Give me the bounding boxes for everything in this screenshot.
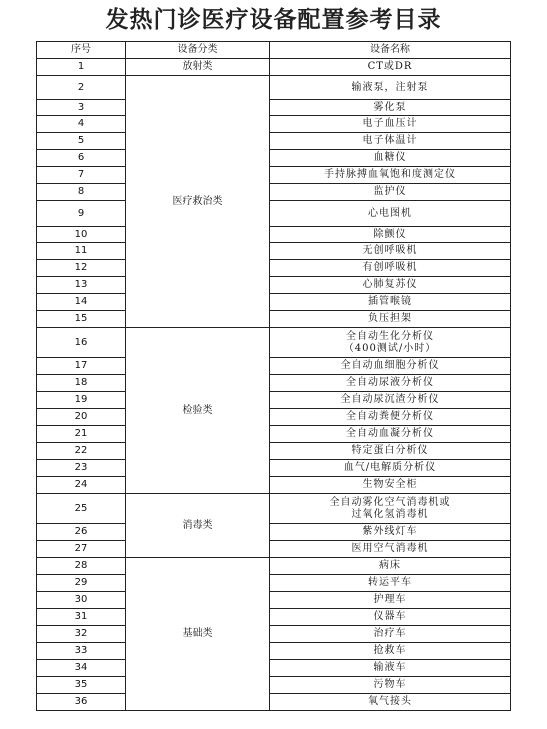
equipment-table [36, 41, 511, 711]
device-name-cell [270, 694, 511, 711]
row-number: 25 [37, 494, 126, 524]
device-name: 插管喉镜 [368, 296, 412, 307]
table-row [37, 227, 511, 243]
device-name-cell [270, 260, 511, 277]
device-name: 全自动血细胞分析仪 [340, 360, 440, 371]
header-device-name: 设备名称 [270, 42, 511, 59]
row-number: 20 [37, 409, 126, 426]
table-row [37, 575, 511, 592]
category-cell: 医疗救治类 [126, 76, 270, 328]
page-title: 发热门诊医疗设备配置参考目录 [105, 7, 442, 33]
table-row [37, 443, 511, 460]
device-name-cell [270, 311, 511, 328]
device-name-cell [270, 392, 511, 409]
row-number: 9 [37, 201, 126, 227]
device-name: 特定蛋白分析仪 [351, 445, 429, 456]
table-row [37, 392, 511, 409]
device-name: 输液车 [373, 662, 407, 673]
table-row [37, 460, 511, 477]
table-row [37, 277, 511, 294]
table-row [37, 426, 511, 443]
device-name-cell [270, 328, 511, 358]
table-row [37, 260, 511, 277]
device-name-cell [270, 100, 511, 116]
device-name-cell [270, 116, 511, 133]
device-name: 电子血压计 [362, 118, 418, 129]
device-name-cell [270, 592, 511, 609]
table-row [37, 375, 511, 392]
device-name-cell [270, 643, 511, 660]
device-name: 负压担架 [368, 313, 412, 324]
device-name: 心电图机 [368, 207, 412, 219]
device-name-cell [270, 426, 511, 443]
device-name: 心肺复苏仪 [362, 279, 418, 290]
row-number: 4 [37, 116, 126, 133]
row-number: 1 [37, 59, 126, 76]
row-number: 21 [37, 426, 126, 443]
row-number: 2 [37, 76, 126, 100]
row-number: 23 [37, 460, 126, 477]
row-number: 13 [37, 277, 126, 294]
row-number: 33 [37, 643, 126, 660]
row-number: 28 [37, 558, 126, 575]
device-name: 全自动生化分析仪 [346, 330, 434, 342]
device-name: 血糖仪 [373, 152, 407, 163]
device-name: 抢救车 [373, 645, 407, 656]
device-name: 全自动雾化空气消毒机或 [329, 496, 451, 508]
row-number: 6 [37, 150, 126, 167]
device-name: 仪器车 [373, 611, 407, 622]
device-name: 全自动血凝分析仪 [346, 428, 434, 439]
device-name-cell [270, 677, 511, 694]
category-cell: 检验类 [126, 328, 270, 494]
device-name-cell [270, 541, 511, 558]
row-number: 5 [37, 133, 126, 150]
category-cell: 消毒类 [126, 494, 270, 558]
device-name: 转运平车 [368, 577, 412, 588]
table-row [37, 100, 511, 116]
row-number: 22 [37, 443, 126, 460]
device-name-cell [270, 575, 511, 592]
device-name: 监护仪 [373, 186, 407, 197]
row-number: 10 [37, 227, 126, 243]
table-row [37, 59, 511, 76]
table-row [37, 643, 511, 660]
table-row [37, 541, 511, 558]
device-name: 紫外线灯车 [362, 526, 418, 537]
row-number: 34 [37, 660, 126, 677]
device-name: 无创呼吸机 [362, 245, 418, 256]
row-number: 12 [37, 260, 126, 277]
device-name-cell [270, 443, 511, 460]
table-row [37, 558, 511, 575]
device-name: 全自动尿沉渣分析仪 [340, 394, 440, 405]
row-number: 27 [37, 541, 126, 558]
row-number: 11 [37, 243, 126, 260]
row-number: 31 [37, 609, 126, 626]
device-name-cell [270, 201, 511, 227]
table-header-row [37, 42, 511, 59]
table-row [37, 243, 511, 260]
header-category: 设备分类 [126, 42, 270, 59]
row-number: 19 [37, 392, 126, 409]
device-name-cell [270, 167, 511, 184]
device-name: 电子体温计 [362, 135, 418, 146]
header-number: 序号 [37, 42, 126, 59]
table-row [37, 592, 511, 609]
device-name-cell [270, 76, 511, 100]
table-body [37, 59, 511, 711]
device-name: 全自动尿液分析仪 [346, 377, 434, 388]
table-row [37, 358, 511, 375]
device-name: 生物安全柜 [362, 479, 418, 490]
row-number: 3 [37, 100, 126, 116]
table-row [37, 76, 511, 100]
device-name-cell [270, 609, 511, 626]
table-row [37, 184, 511, 201]
table-row [37, 328, 511, 358]
device-name-cell [270, 375, 511, 392]
table-row [37, 524, 511, 541]
row-number: 14 [37, 294, 126, 311]
table-row [37, 167, 511, 184]
device-name: 除颤仪 [373, 228, 407, 240]
row-number: 26 [37, 524, 126, 541]
table-row [37, 294, 511, 311]
row-number: 15 [37, 311, 126, 328]
table-row [37, 677, 511, 694]
row-number: 18 [37, 375, 126, 392]
device-name: 血气/电解质分析仪 [343, 462, 437, 473]
device-name-cell [270, 460, 511, 477]
row-number: 36 [37, 694, 126, 711]
device-name: 雾化泵 [373, 101, 407, 113]
category-cell: 基础类 [126, 558, 270, 711]
table-row [37, 477, 511, 494]
device-name: CT或DR [367, 61, 413, 72]
device-name-cell [270, 243, 511, 260]
row-number: 29 [37, 575, 126, 592]
device-name-cell [270, 277, 511, 294]
device-name-cell [270, 558, 511, 575]
row-number: 7 [37, 167, 126, 184]
device-name: 全自动粪便分析仪 [346, 411, 434, 422]
device-name: 手持脉搏血氧饱和度测定仪 [324, 169, 456, 180]
table-row [37, 116, 511, 133]
device-name-cell [270, 494, 511, 524]
row-number: 17 [37, 358, 126, 375]
row-number: 8 [37, 184, 126, 201]
table-row [37, 311, 511, 328]
device-name-cell [270, 524, 511, 541]
device-name-cell [270, 184, 511, 201]
row-number: 35 [37, 677, 126, 694]
device-name-cell [270, 477, 511, 494]
category-cell: 放射类 [126, 59, 270, 76]
device-name-cell [270, 409, 511, 426]
device-name: 护理车 [373, 594, 407, 605]
device-name-line2: （400测试/小时） [343, 342, 437, 354]
device-name-cell [270, 626, 511, 643]
table-row [37, 201, 511, 227]
row-number: 16 [37, 328, 126, 358]
table-row [37, 409, 511, 426]
table-row [37, 626, 511, 643]
device-name-cell [270, 59, 511, 76]
row-number: 32 [37, 626, 126, 643]
table-row [37, 694, 511, 711]
device-name: 有创呼吸机 [362, 262, 418, 273]
table-row [37, 133, 511, 150]
device-name-cell [270, 660, 511, 677]
table-row [37, 609, 511, 626]
device-name: 氧气接头 [368, 696, 412, 707]
device-name: 输液泵，注射泵 [351, 81, 429, 93]
table-row [37, 494, 511, 524]
table-row [37, 660, 511, 677]
device-name: 治疗车 [373, 628, 407, 639]
device-name: 病床 [379, 560, 401, 571]
device-name-line2: 过氧化氢消毒机 [351, 508, 429, 520]
device-name-cell [270, 150, 511, 167]
device-name: 污物车 [373, 679, 407, 690]
device-name-cell [270, 294, 511, 311]
device-name: 医用空气消毒机 [351, 543, 429, 554]
device-name-cell [270, 133, 511, 150]
device-name-cell [270, 358, 511, 375]
row-number: 30 [37, 592, 126, 609]
device-name-cell [270, 227, 511, 243]
row-number: 24 [37, 477, 126, 494]
table-row [37, 150, 511, 167]
